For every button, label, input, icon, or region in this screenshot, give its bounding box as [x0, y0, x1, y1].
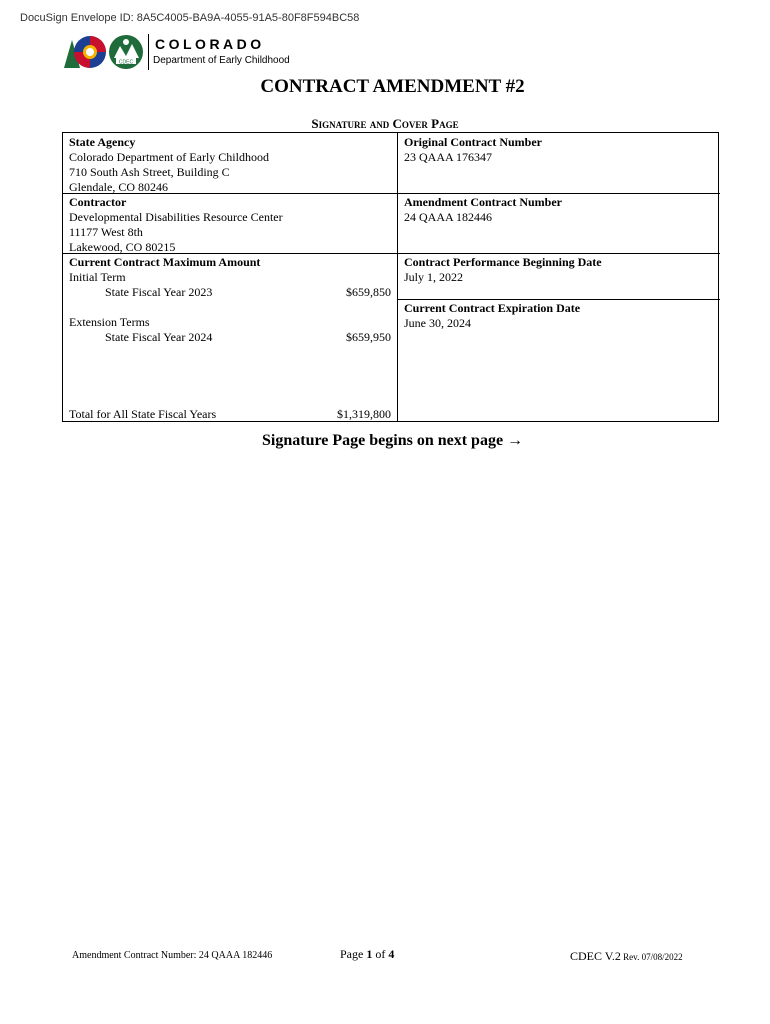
sfy2024-row	[69, 330, 391, 345]
signature-page-note: Signature Page begins on next page →	[262, 432, 524, 449]
row-divider	[397, 253, 720, 254]
row-divider	[397, 193, 720, 194]
initial-term-label: Initial Term	[69, 270, 126, 284]
sfy2023-amount: $659,850	[346, 285, 391, 299]
state-agency-heading: State Agency	[69, 135, 136, 149]
agency-line: 710 South Ash Street, Building C	[69, 165, 230, 179]
row-divider	[397, 299, 720, 300]
contractor-heading: Contractor	[69, 195, 127, 209]
contractor-line: Lakewood, CO 80215	[69, 240, 176, 254]
begin-date-value: July 1, 2022	[404, 270, 464, 284]
sfy2023-row	[69, 285, 391, 300]
agency-line: Colorado Department of Early Childhood	[69, 150, 269, 164]
max-amount-cell	[69, 255, 391, 345]
sfy2024-amount: $659,950	[346, 330, 391, 344]
sfy2024-label: State Fiscal Year 2024	[105, 330, 213, 344]
total-amount: $1,319,800	[337, 407, 391, 421]
docusign-envelope-id: DocuSign Envelope ID: 8A5C4005-BA9A-4055-91A5-80F8F594BC58	[20, 12, 360, 24]
logo-divider	[148, 34, 149, 70]
sfy2023-label: State Fiscal Year 2023	[105, 285, 213, 299]
amendment-contract-heading: Amendment Contract Number	[404, 195, 562, 209]
expiration-date-value: June 30, 2024	[404, 316, 471, 330]
footer-page-number	[340, 947, 394, 962]
expiration-date-heading: Current Contract Expiration Date	[404, 301, 581, 315]
contractor-line: 11177 West 8th	[69, 225, 143, 239]
begin-date-heading: Contract Performance Beginning Date	[404, 255, 602, 269]
original-contract-cell	[404, 135, 542, 165]
original-contract-number: 23 QAAA 176347	[404, 150, 493, 164]
agency-line: Glendale, CO 80246	[69, 180, 168, 194]
page-title: CONTRACT AMENDMENT #2	[260, 76, 525, 97]
colorado-c-icon	[64, 36, 106, 68]
footer-version	[570, 949, 683, 964]
logo-dept-name: Department of Early Childhood	[153, 55, 290, 66]
extension-terms-label: Extension Terms	[69, 315, 150, 329]
revision-date: Rev. 07/08/2022	[620, 952, 683, 962]
logo-state-name: COLORADO	[155, 36, 265, 52]
amendment-contract-cell	[404, 195, 562, 225]
total-row	[69, 407, 391, 422]
page-subtitle: Signature and Cover Page	[311, 116, 459, 131]
begin-date-cell	[404, 255, 602, 285]
max-amount-heading: Current Contract Maximum Amount	[69, 255, 261, 269]
contractor-cell	[69, 195, 283, 255]
contractor-line: Developmental Disabilities Resource Center	[69, 210, 283, 224]
page-current: 1	[366, 947, 373, 961]
amendment-contract-number: 24 QAAA 182446	[404, 210, 493, 224]
footer-contract-number: Amendment Contract Number: 24 QAAA 182446	[72, 950, 273, 961]
original-contract-heading: Original Contract Number	[404, 135, 542, 149]
column-divider	[397, 133, 398, 421]
page-total: 4	[388, 947, 395, 961]
page-prefix: Page	[340, 947, 367, 961]
expiration-date-cell	[404, 301, 580, 331]
page-of: of	[372, 947, 389, 961]
cover-table	[62, 132, 719, 422]
total-label: Total for All State Fiscal Years	[69, 407, 217, 421]
version-label: CDEC V.2	[570, 949, 621, 963]
state-agency-cell	[69, 135, 269, 195]
cdec-badge-text: CDEC	[118, 59, 134, 66]
